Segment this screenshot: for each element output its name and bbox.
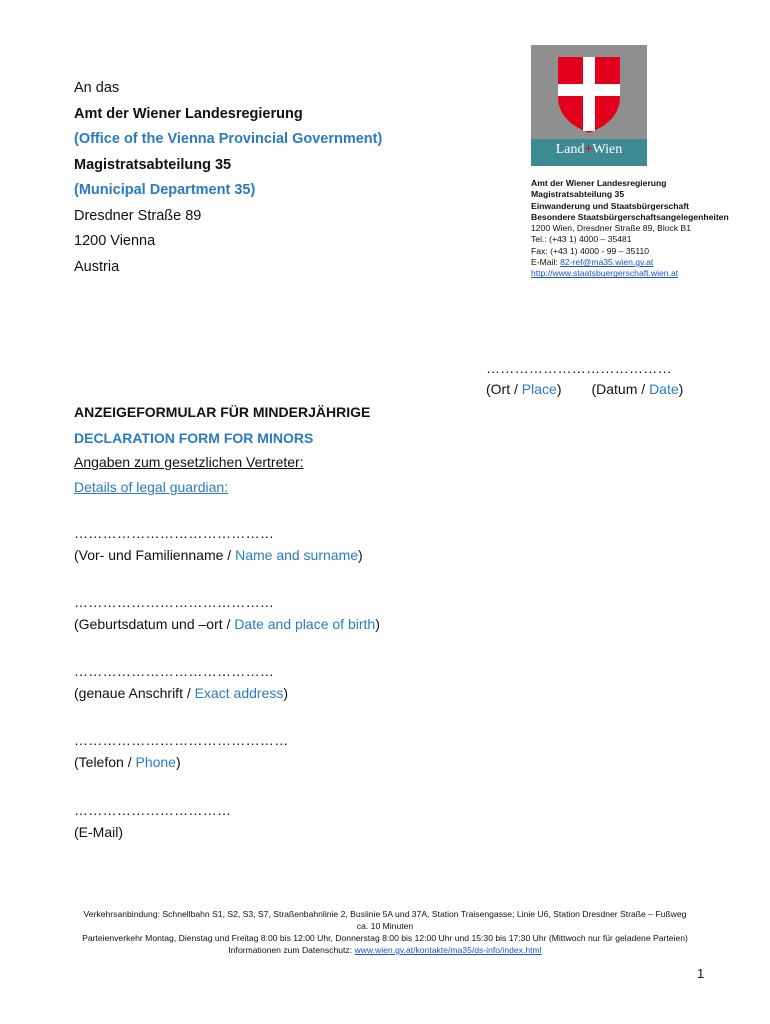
recipient-office-name: Amt der Wiener Landesregierung — [74, 105, 303, 122]
date-label-en: Date — [649, 381, 679, 397]
email-field-label — [74, 824, 123, 840]
office-phone: Tel.: (+43 1) 4000 – 35481 — [531, 234, 632, 245]
name-field-label — [74, 547, 363, 563]
footer-privacy-label: Informationen zum Datenschutz: — [228, 945, 355, 955]
section-heading-en: Details of legal guardian: — [74, 479, 229, 495]
logo-brand-wien: Wien — [592, 142, 623, 157]
office-line-1: Amt der Wiener Landesregierung — [531, 178, 667, 188]
recipient-line-an-das: An das — [74, 80, 120, 96]
phone-label-close: ) — [175, 754, 181, 770]
address-label-de: (genaue Anschrift / — [74, 685, 195, 701]
recipient-city: 1200 Vienna — [74, 233, 156, 249]
footer-privacy — [60, 944, 710, 956]
email-field-dots[interactable]: …………………………… — [74, 802, 232, 818]
recipient-country: Austria — [74, 258, 120, 275]
vienna-shield-icon — [558, 57, 620, 133]
email-label-de: (E-Mail) — [74, 824, 123, 840]
date-label-close: ) — [678, 381, 684, 397]
footer-walk-time: ca. 10 Minuten — [356, 921, 414, 931]
logo-brand-plus: + — [584, 142, 593, 157]
birth-field-label — [74, 616, 380, 632]
name-label-en: Name and surname — [235, 547, 359, 563]
address-field-label — [74, 685, 288, 701]
phone-label-en: Phone — [135, 754, 176, 770]
office-email-link[interactable]: 82-ref@ma35.wien.gv.at — [560, 257, 654, 268]
office-fax: Fax: (+43 1) 4000 - 99 – 35110 — [531, 245, 650, 256]
place-label-en: Place — [521, 381, 557, 397]
section-heading-de: Angaben zum gesetzlichen Vertreter: — [74, 454, 304, 470]
office-line-4: Besondere Staatsbürgerschaftsangelegenheiten — [531, 211, 729, 222]
name-field-dots[interactable]: …………………………………… — [74, 525, 275, 541]
office-line-3: Einwanderung und Staatsbürgerschaft — [531, 200, 690, 211]
logo-brand-land: Land — [555, 142, 585, 157]
office-web-row — [531, 268, 729, 279]
address-label-close: ) — [283, 685, 289, 701]
footer — [60, 908, 710, 956]
place-date-dots[interactable]: ………………………………… — [486, 360, 672, 376]
office-line-2: Magistratsabteilung 35 — [531, 189, 625, 200]
address-label-en: Exact address — [194, 685, 284, 701]
birth-field-dots[interactable]: …………………………………… — [74, 594, 275, 610]
office-email-label: E-Mail: — [531, 257, 561, 268]
birth-label-en: Date and place of birth — [234, 616, 376, 632]
office-email-row — [531, 257, 729, 268]
office-contact-block — [531, 178, 729, 280]
recipient-department: Magistratsabteilung 35 — [74, 156, 232, 173]
address-field-dots[interactable]: …………………………………… — [74, 663, 275, 679]
form-title-de: ANZEIGEFORMULAR FÜR MINDERJÄHRIGE — [74, 404, 371, 420]
logo-brand-text — [531, 142, 647, 158]
footer-office-hours: Parteienverkehr Montag, Dienstag und Freitag 8:00 bis 12:00 Uhr, Donnerstag 8:00 bis 12:00 Uhr und 15:30 bis 17:30 Uhr (Mittwoch nur für geladene Parteien) — [82, 933, 688, 943]
name-label-close: ) — [358, 547, 363, 563]
phone-label-de: (Telefon / — [74, 754, 136, 770]
recipient-office-name-en: (Office of the Vienna Provincial Government) — [74, 131, 383, 147]
name-label-de: (Vor- und Familienname / — [74, 547, 236, 563]
place-date-labels — [486, 381, 683, 397]
recipient-street: Dresdner Straße 89 — [74, 207, 202, 224]
phone-field-dots[interactable]: ……………………………………… — [74, 732, 289, 748]
recipient-address — [74, 76, 382, 280]
birth-label-de: (Geburtsdatum und –ort / — [74, 616, 235, 632]
footer-transport: Verkehrsanbindung: Schnellbahn S1, S2, S3, S7, Straßenbahnlinie 2, Buslinie 5A und 37A, Station Traisengasse; Linie U6, Station Dresdner Straße – Fußweg — [83, 909, 687, 919]
office-address: 1200 Wien, Dresdner Straße 89, Block B1 — [531, 223, 692, 234]
place-label-de: (Ort / — [486, 381, 522, 397]
date-label-de: (Datum / — [591, 381, 650, 397]
phone-field-label — [74, 754, 181, 770]
form-title-en: DECLARATION FORM FOR MINORS — [74, 430, 314, 446]
birth-label-close: ) — [375, 616, 380, 632]
place-label-close: ) — [556, 381, 562, 397]
page-number: 1 — [697, 966, 705, 981]
footer-privacy-link[interactable]: www.wien.gv.at/kontakte/ma35/ds-info/index.html — [354, 945, 542, 955]
office-web-link[interactable]: http://www.staatsbuergerschaft.wien.at — [531, 268, 679, 279]
recipient-department-en: (Municipal Department 35) — [74, 182, 256, 198]
land-wien-logo — [531, 45, 647, 166]
